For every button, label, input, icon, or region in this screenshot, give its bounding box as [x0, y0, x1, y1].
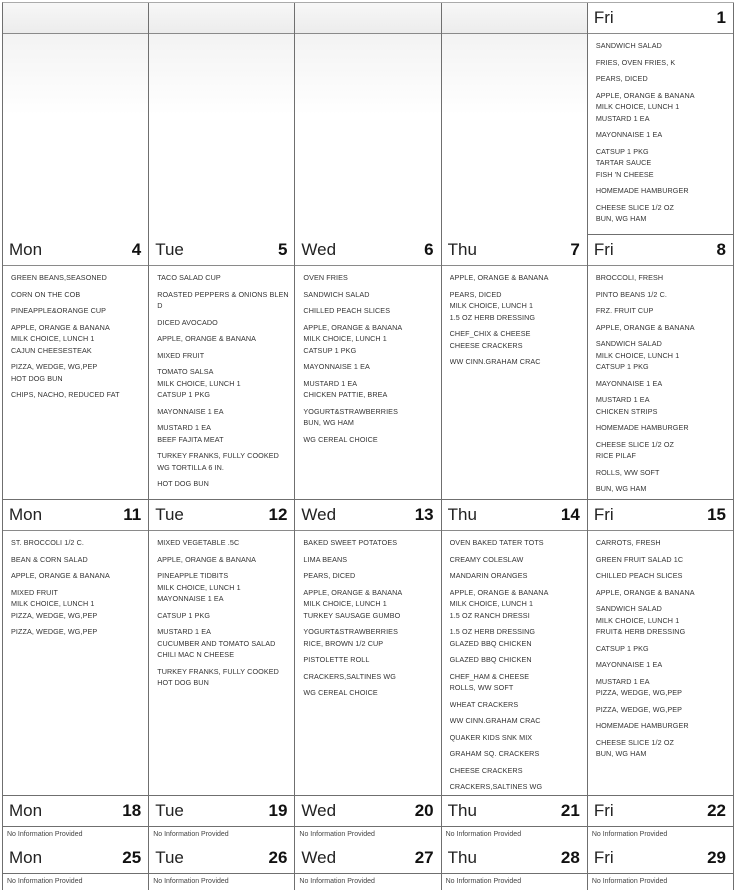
menu-item: MIXED VEGETABLE .5C [157, 538, 240, 547]
menu-item: WW CINN.GRAHAM CRAC [449, 357, 541, 366]
menu-item: MAYONNAISE 1 EA [303, 362, 370, 371]
menu-item: CREAMY COLESLAW [449, 554, 524, 564]
day-number: 21 [560, 801, 580, 820]
menu-item: HOMEMADE HAMBURGER [595, 721, 689, 730]
menu-item: ROLLS, WW SOFT [595, 467, 660, 477]
menu-item: APPLE, ORANGE & BANANA [11, 571, 110, 580]
day-header [295, 843, 440, 874]
menu-item: CHEESE SLICE 1/2 OZ [595, 737, 675, 747]
calendar-week [2, 796, 734, 843]
menu-item: GREEN BEANS,SEASONED [11, 273, 107, 282]
day-menu [442, 531, 587, 796]
day-name: Tue [155, 848, 184, 867]
menu-item: PIZZA, WEDGE, WG,PEP [11, 362, 98, 371]
menu-item: CATSUP 1 PKG [595, 146, 649, 156]
menu-item: LIMA BEANS [303, 554, 348, 564]
menu-item: BUN, WG HAM [595, 214, 647, 223]
day-number: 1 [716, 8, 727, 27]
menu-item: PIZZA, WEDGE, WG,PEP [595, 688, 683, 697]
day-number: 12 [268, 505, 288, 524]
menu-item: YOGURT&STRAWBERRIES [303, 627, 398, 636]
menu-item: MILK CHOICE, LUNCH 1 [595, 350, 680, 360]
day-menu [149, 531, 294, 796]
menu-item: ROLLS, WW SOFT [449, 683, 514, 692]
no-info-text: No Information Provided [445, 878, 522, 885]
menu-item: APPLE, ORANGE & BANANA [157, 334, 257, 343]
menu-item: APPLE, ORANGE & BANANA [595, 322, 695, 332]
no-info-text: No Information Provided [591, 878, 668, 885]
day-menu [442, 34, 587, 236]
menu-item: CHEESE SLICE 1/2 OZ [595, 439, 675, 449]
calendar-day-empty [149, 3, 295, 234]
day-menu [3, 531, 148, 796]
day-header [3, 796, 148, 827]
day-number: 28 [560, 848, 580, 867]
day-name: Wed [301, 801, 337, 820]
menu-item: CRACKERS,SALTINES WG [449, 782, 543, 791]
no-info-text: No Information Provided [591, 831, 668, 838]
day-header [588, 796, 733, 827]
menu-item: CHILLED PEACH SLICES [595, 571, 683, 580]
menu-item: CARROTS, FRESH [595, 538, 661, 547]
menu-item: HOT DOG BUN [157, 479, 209, 488]
day-number: 19 [268, 801, 288, 820]
menu-item: CHICKEN STRIPS [595, 406, 658, 416]
calendar-week [2, 235, 734, 500]
day-menu [295, 531, 440, 796]
day-number: 14 [560, 505, 580, 524]
menu-item: MILK CHOICE, LUNCH 1 [595, 615, 680, 625]
day-header [149, 235, 294, 266]
calendar-day-mon-4 [3, 235, 149, 499]
day-number: 7 [570, 240, 580, 259]
menu-item: OVEN FRIES [303, 273, 348, 282]
day-menu [442, 874, 587, 890]
menu-item: APPLE, ORANGE & BANANA [303, 322, 403, 332]
day-menu [3, 827, 148, 843]
day-menu [442, 827, 587, 843]
menu-item: MUSTARD 1 EA [595, 676, 650, 686]
menu-item: FRUIT& HERB DRESSING [595, 627, 686, 636]
menu-item: TACO SALAD CUP [157, 273, 221, 282]
day-menu [295, 266, 440, 500]
menu-item: PISTOLETTE ROLL [303, 655, 370, 664]
menu-item: APPLE, ORANGE & BANANA [11, 322, 110, 332]
day-header [149, 3, 294, 34]
day-menu [149, 266, 294, 500]
no-info-text: No Information Provided [299, 878, 375, 885]
day-header [3, 843, 148, 874]
day-menu [442, 266, 587, 500]
menu-calendar [2, 2, 734, 890]
menu-item: YOGURT&STRAWBERRIES [303, 406, 398, 416]
no-info-text: No Information Provided [153, 831, 229, 838]
day-number: 6 [424, 240, 434, 259]
calendar-day-mon-25 [3, 843, 149, 890]
calendar-day-wed-6 [295, 235, 441, 499]
day-header [588, 843, 733, 874]
day-header [295, 796, 440, 827]
menu-item: MUSTARD 1 EA [595, 395, 650, 404]
menu-item: APPLE, ORANGE & BANANA [595, 90, 695, 100]
menu-item: ST. BROCCOLI 1/2 C. [11, 538, 84, 547]
calendar-day-wed-27 [295, 843, 441, 890]
menu-item: TURKEY SAUSAGE GUMBO [303, 610, 401, 620]
menu-item: MIXED FRUIT [157, 350, 205, 360]
calendar-day-mon-18 [3, 796, 149, 843]
day-number: 22 [707, 801, 727, 820]
menu-item: MAYONNAISE 1 EA [595, 660, 663, 669]
day-name: Mon [9, 240, 43, 259]
day-header [295, 500, 440, 531]
day-header [588, 235, 733, 266]
day-number: 4 [131, 240, 142, 259]
day-name: Fri [593, 848, 614, 867]
calendar-day-fri-8 [588, 235, 734, 499]
menu-item: CHEESE SLICE 1/2 OZ [595, 202, 675, 212]
menu-item: CRACKERS,SALTINES WG [303, 671, 396, 681]
menu-item: GRAHAM SQ. CRACKERS [449, 749, 540, 758]
menu-item: CHEESE CRACKERS [449, 765, 523, 775]
menu-item: MAYONNAISE 1 EA [595, 378, 663, 388]
menu-item: MILK CHOICE, LUNCH 1 [303, 599, 387, 608]
day-name: Thu [447, 505, 477, 524]
menu-item: MILK CHOICE, LUNCH 1 [595, 102, 680, 111]
menu-item: PIZZA, WEDGE, WG,PEP [595, 704, 683, 714]
day-name: Tue [155, 505, 184, 524]
day-name: Wed [301, 505, 337, 524]
menu-item: RICE PILAF [595, 451, 636, 460]
menu-item: PEARS, DICED [303, 571, 356, 580]
menu-item: WG CEREAL CHOICE [303, 688, 378, 697]
menu-item: MUSTARD 1 EA [157, 423, 211, 432]
menu-item: QUAKER KIDS SNK MIX [449, 732, 533, 742]
calendar-day-fri-15 [588, 500, 734, 795]
menu-item: BEEF FAJITA MEAT [157, 434, 224, 444]
day-menu [3, 874, 148, 890]
menu-item: OVEN BAKED TATER TOTS [449, 538, 544, 547]
calendar-day-wed-13 [295, 500, 441, 795]
no-info-text: No Information Provided [299, 831, 375, 838]
day-number: 27 [414, 848, 434, 867]
day-number: 29 [707, 848, 727, 867]
menu-item: CHEF_CHIX & CHEESE [449, 329, 531, 338]
menu-item: BROCCOLI, FRESH [595, 273, 664, 282]
menu-item: ROASTED PEPPERS & ONIONS BLEN [157, 289, 289, 299]
menu-item: CHIPS, NACHO, REDUCED FAT [11, 390, 120, 399]
menu-item: CHILI MAC N CHEESE [157, 650, 235, 659]
day-number: 18 [122, 801, 142, 820]
menu-item: MUSTARD 1 EA [595, 113, 650, 123]
menu-item: APPLE, ORANGE & BANANA [303, 587, 403, 597]
menu-item: WHEAT CRACKERS [449, 699, 519, 709]
day-name: Fri [593, 240, 614, 259]
day-header [588, 500, 733, 531]
menu-item: MILK CHOICE, LUNCH 1 [157, 378, 241, 388]
menu-item: HOT DOG BUN [11, 373, 63, 383]
menu-item: CHEESE CRACKERS [449, 340, 523, 350]
day-number: 20 [414, 801, 434, 820]
calendar-day-thu-14 [442, 500, 588, 795]
calendar-day-tue-12 [149, 500, 295, 795]
day-menu [588, 266, 733, 500]
day-menu [149, 827, 294, 843]
day-name: Tue [155, 801, 184, 820]
menu-item: SANDWICH SALAD [595, 339, 662, 348]
day-name: Mon [9, 848, 43, 867]
menu-item: MAYONNAISE 1 EA [157, 594, 224, 603]
day-number: 15 [707, 505, 727, 524]
day-number: 26 [268, 848, 288, 867]
day-menu [295, 827, 440, 843]
menu-item: WG CEREAL CHOICE [303, 434, 378, 444]
calendar-day-thu-28 [442, 843, 588, 890]
menu-item: MIXED FRUIT [11, 587, 59, 597]
day-name: Fri [593, 801, 614, 820]
calendar-day-thu-21 [442, 796, 588, 843]
menu-item: MANDARIN ORANGES [449, 571, 528, 580]
menu-item: RICE, BROWN 1/2 CUP [303, 638, 384, 648]
menu-item: 1.5 OZ RANCH DRESSI [449, 610, 530, 620]
no-info-text: No Information Provided [7, 878, 83, 885]
day-header [442, 843, 587, 874]
calendar-day-fri-29 [588, 843, 734, 890]
menu-item: GLAZED BBQ CHICKEN [449, 655, 532, 664]
menu-item: APPLE, ORANGE & BANANA [595, 587, 695, 597]
day-menu [588, 531, 733, 796]
menu-item: PEARS, DICED [595, 74, 648, 83]
menu-item: TURKEY FRANKS, FULLY COOKED [157, 451, 279, 460]
menu-item: APPLE, ORANGE & BANANA [157, 554, 257, 564]
calendar-week [2, 843, 734, 890]
day-header [442, 3, 587, 34]
day-name: Thu [447, 801, 477, 820]
no-info-text: No Information Provided [445, 831, 522, 838]
day-name: Thu [447, 848, 477, 867]
menu-item: DICED AVOCADO [157, 317, 218, 327]
calendar-day-wed-20 [295, 796, 441, 843]
day-menu [149, 874, 294, 890]
day-menu [149, 34, 294, 236]
calendar-day-empty [295, 3, 441, 234]
day-menu [295, 874, 440, 890]
day-header [588, 3, 733, 34]
menu-item: GLAZED BBQ CHICKEN [449, 638, 532, 648]
menu-item: BAKED SWEET POTATOES [303, 538, 398, 547]
calendar-day-fri-22 [588, 796, 734, 843]
menu-item: CHICKEN PATTIE, BREA [303, 390, 388, 399]
day-name: Fri [593, 8, 614, 27]
menu-item: WG TORTILLA 6 IN. [157, 462, 225, 472]
menu-item: MUSTARD 1 EA [157, 627, 211, 636]
menu-item: PEARS, DICED [449, 289, 502, 299]
day-header [442, 235, 587, 266]
menu-item: FISH 'N CHEESE [595, 169, 654, 179]
day-header [295, 235, 440, 266]
calendar-day-mon-11 [3, 500, 149, 795]
day-number: 8 [716, 240, 727, 259]
menu-item: WW CINN.GRAHAM CRAC [449, 716, 541, 725]
menu-item: PIZZA, WEDGE, WG,PEP [11, 610, 98, 620]
day-menu [588, 34, 733, 236]
menu-item: MAYONNAISE 1 EA [595, 130, 663, 139]
day-header [3, 500, 148, 531]
day-name: Wed [301, 240, 337, 259]
day-name: Thu [447, 240, 477, 259]
menu-item: PINTO BEANS 1/2 C. [595, 289, 667, 299]
menu-item: SANDWICH SALAD [303, 289, 370, 299]
menu-item: FRZ. FRUIT CUP [595, 306, 654, 315]
menu-item: PINEAPPLE TIDBITS [157, 571, 229, 580]
menu-item: 1.5 OZ HERB DRESSING [449, 312, 536, 322]
menu-item: MILK CHOICE, LUNCH 1 [449, 301, 534, 310]
menu-item: BUN, WG HAM [595, 749, 647, 758]
menu-item: D [157, 301, 163, 310]
menu-item: MILK CHOICE, LUNCH 1 [11, 334, 95, 343]
day-number: 11 [123, 505, 142, 524]
day-header [295, 3, 440, 34]
day-name: Wed [301, 848, 337, 867]
day-header [442, 500, 587, 531]
menu-item: PINEAPPLE&ORANGE CUP [11, 306, 107, 315]
menu-item: MILK CHOICE, LUNCH 1 [157, 582, 241, 592]
menu-item: CATSUP 1 PKG [595, 643, 649, 653]
menu-item: APPLE, ORANGE & BANANA [449, 273, 549, 282]
menu-item: HOMEMADE HAMBURGER [595, 423, 689, 432]
menu-item: MUSTARD 1 EA [303, 378, 358, 388]
calendar-week [2, 2, 734, 235]
calendar-day-thu-7 [442, 235, 588, 499]
menu-item: TOMATO SALSA [157, 367, 214, 376]
menu-item: FRIES, OVEN FRIES, K [595, 57, 676, 67]
day-header [3, 3, 148, 34]
menu-item: 1.5 OZ HERB DRESSING [449, 627, 536, 636]
day-header [3, 235, 148, 266]
menu-item: CAJUN CHEESESTEAK [11, 345, 92, 355]
menu-item: MILK CHOICE, LUNCH 1 [449, 599, 534, 608]
calendar-day-empty [442, 3, 588, 234]
day-number: 5 [277, 240, 288, 259]
no-info-text: No Information Provided [7, 831, 83, 838]
day-menu [295, 34, 440, 236]
calendar-day-empty [3, 3, 149, 234]
day-menu [588, 874, 733, 890]
day-name: Mon [9, 505, 43, 524]
day-menu [588, 827, 733, 843]
menu-item: BUN, WG HAM [595, 484, 647, 493]
calendar-day-tue-5 [149, 235, 295, 499]
menu-item: MILK CHOICE, LUNCH 1 [11, 599, 95, 608]
menu-item: MAYONNAISE 1 EA [157, 406, 224, 416]
menu-item: HOMEMADE HAMBURGER [595, 186, 689, 195]
menu-item: CHILLED PEACH SLICES [303, 306, 391, 315]
menu-item: CATSUP 1 PKG [157, 610, 211, 620]
day-number: 25 [122, 848, 142, 867]
day-name: Tue [155, 240, 184, 259]
day-header [149, 796, 294, 827]
menu-item: BEAN & CORN SALAD [11, 554, 88, 564]
menu-item: MILK CHOICE, LUNCH 1 [303, 334, 387, 343]
menu-item: CORN ON THE COB [11, 289, 81, 299]
menu-item: TURKEY FRANKS, FULLY COOKED [157, 666, 279, 676]
calendar-day-tue-19 [149, 796, 295, 843]
menu-item: CATSUP 1 PKG [303, 345, 357, 355]
menu-item: CHEF_HAM & CHEESE [449, 671, 530, 681]
menu-item: APPLE, ORANGE & BANANA [449, 587, 549, 597]
calendar-day-tue-26 [149, 843, 295, 890]
menu-item: CATSUP 1 PKG [595, 362, 649, 371]
day-menu [3, 266, 148, 500]
menu-item: TARTAR SAUCE [595, 158, 652, 167]
menu-item: CUCUMBER AND TOMATO SALAD [157, 638, 276, 648]
no-info-text: No Information Provided [153, 878, 229, 885]
day-header [149, 500, 294, 531]
calendar-day-fri-1 [588, 3, 734, 234]
menu-item: SANDWICH SALAD [595, 41, 662, 50]
menu-item: CATSUP 1 PKG [157, 390, 211, 399]
menu-item: BUN, WG HAM [303, 418, 355, 427]
day-menu [3, 34, 148, 236]
day-header [149, 843, 294, 874]
menu-item: HOT DOG BUN [157, 678, 209, 687]
menu-item: SANDWICH SALAD [595, 604, 662, 613]
menu-item: GREEN FRUIT SALAD 1C [595, 554, 684, 564]
menu-item: PIZZA, WEDGE, WG,PEP [11, 627, 98, 636]
day-name: Mon [9, 801, 43, 820]
day-name: Fri [593, 505, 614, 524]
day-number: 13 [414, 505, 434, 524]
calendar-week [2, 500, 734, 796]
day-header [442, 796, 587, 827]
